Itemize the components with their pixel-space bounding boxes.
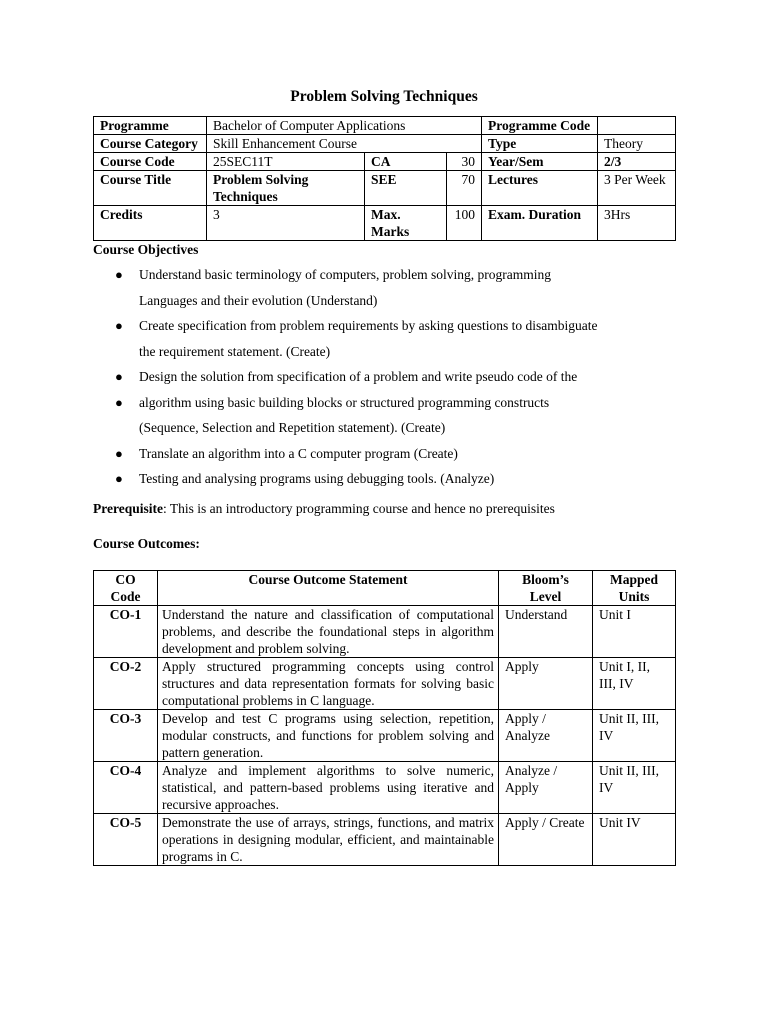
objective-text: Testing and analysing programs using debugging tools. (Analyze) — [139, 471, 495, 486]
objective-text: (Sequence, Selection and Repetition statement). (Create) — [139, 420, 446, 435]
bullet-icon: ● — [115, 369, 123, 384]
exam-duration-label: Exam. Duration — [482, 206, 598, 241]
bullet-icon: ● — [115, 471, 123, 486]
bullet-icon: ● — [115, 445, 123, 461]
objective-item — [93, 441, 675, 467]
objective-item — [93, 390, 675, 416]
co-statement: Demonstrate the use of arrays, strings, functions, and matrix operations in designing modular, efficient, and maintainable programs in C. — [158, 813, 499, 865]
table-row — [94, 709, 676, 761]
co-mapped-units: Unit I — [593, 605, 676, 657]
objective-item — [93, 364, 675, 390]
table-row — [94, 605, 676, 657]
prerequisite-label: Prerequisite — [93, 500, 163, 516]
ca-label: CA — [365, 153, 447, 171]
exam-duration-value: 3Hrs — [598, 206, 676, 241]
table-row — [94, 657, 676, 709]
document-page — [93, 88, 675, 866]
objective-text: algorithm using basic building blocks or structured programming constructs — [139, 394, 550, 410]
see-label: SEE — [365, 171, 447, 206]
info-row-category — [94, 135, 676, 153]
co-blooms-level: Apply / Analyze — [499, 709, 593, 761]
programme-code-value — [598, 117, 676, 135]
co-code: CO-1 — [94, 605, 158, 657]
objective-text: Translate an algorithm into a C computer program (Create) — [139, 445, 458, 461]
co-statement: Understand the nature and classification of computational problems, and describe the foundational steps in algorithm development and problem solving. — [158, 605, 499, 657]
programme-value: Bachelor of Computer Applications — [207, 117, 482, 135]
co-code: CO-3 — [94, 709, 158, 761]
programme-label: Programme — [94, 117, 207, 135]
info-row-title — [94, 171, 676, 206]
objective-text: Languages and their evolution (Understand) — [139, 292, 378, 308]
credits-value: 3 — [207, 206, 365, 241]
bullet-icon: ● — [115, 394, 123, 410]
lectures-value: 3 Per Week — [598, 171, 676, 206]
objective-text: Create specification from problem requirements by asking questions to disambiguate — [139, 318, 598, 333]
course-title-label: Course Title — [94, 171, 207, 206]
co-statement: Analyze and implement algorithms to solve numeric, statistical, and pattern-based problems using iterative and recursive approaches. — [158, 761, 499, 813]
course-outcomes-table — [93, 570, 676, 866]
lectures-label: Lectures — [482, 171, 598, 206]
bullet-icon: ● — [115, 267, 123, 282]
objective-item — [93, 262, 675, 288]
table-row — [94, 761, 676, 813]
table-row — [94, 813, 676, 865]
max-marks-value: 100 — [447, 206, 482, 241]
co-code: CO-5 — [94, 813, 158, 865]
co-code: CO-4 — [94, 761, 158, 813]
info-row-programme — [94, 117, 676, 135]
max-marks-label: Max. Marks — [365, 206, 447, 241]
course-objectives-list — [93, 262, 675, 492]
co-mapped-units: Unit I, II, III, IV — [593, 657, 676, 709]
document-title: Problem Solving Techniques — [290, 88, 478, 105]
objective-text: the requirement statement. (Create) — [139, 343, 331, 359]
course-code-value: 25SEC11T — [207, 153, 365, 171]
see-value: 70 — [447, 171, 482, 206]
credits-label: Credits — [94, 206, 207, 241]
outcomes-header-row — [94, 570, 676, 605]
co-code: CO-2 — [94, 657, 158, 709]
type-label: Type — [482, 135, 598, 153]
year-sem-value: 2/3 — [598, 153, 676, 171]
co-mapped-units: Unit IV — [593, 813, 676, 865]
header-mapped-units: Mapped Units — [593, 570, 676, 605]
objective-text: Understand basic terminology of computers, problem solving, programming — [139, 267, 552, 282]
co-statement: Develop and test C programs using selection, repetition, modular constructs, and functions for problem solving and pattern generation. — [158, 709, 499, 761]
objective-item — [93, 339, 675, 365]
course-category-value: Skill Enhancement Course — [207, 135, 482, 153]
co-mapped-units: Unit II, III, IV — [593, 709, 676, 761]
co-blooms-level: Apply — [499, 657, 593, 709]
objective-item — [93, 415, 675, 441]
course-info-table — [93, 116, 676, 241]
course-outcomes-heading: Course Outcomes: — [93, 535, 200, 551]
header-blooms-level: Bloom’s Level — [499, 570, 593, 605]
objective-item — [93, 313, 675, 339]
objective-text: Design the solution from specification of a problem and write pseudo code of the — [139, 369, 578, 384]
co-blooms-level: Analyze / Apply — [499, 761, 593, 813]
ca-value: 30 — [447, 153, 482, 171]
objective-item — [93, 466, 675, 492]
programme-code-label: Programme Code — [482, 117, 598, 135]
prerequisite-text: : This is an introductory programming course and hence no prerequisites — [163, 500, 555, 516]
co-blooms-level: Understand — [499, 605, 593, 657]
course-objectives-heading: Course Objectives — [93, 242, 199, 257]
info-row-credits — [94, 206, 676, 241]
info-row-code — [94, 153, 676, 171]
course-category-label: Course Category — [94, 135, 207, 153]
type-value: Theory — [598, 135, 676, 153]
co-blooms-level: Apply / Create — [499, 813, 593, 865]
header-co-code: CO Code — [94, 570, 158, 605]
course-code-label: Course Code — [94, 153, 207, 171]
co-statement: Apply structured programming concepts using control structures and data representation formats for solving basic computational problems in C language. — [158, 657, 499, 709]
year-sem-label: Year/Sem — [482, 153, 598, 171]
prerequisite — [93, 500, 675, 517]
co-mapped-units: Unit II, III, IV — [593, 761, 676, 813]
objective-item — [93, 288, 675, 314]
bullet-icon: ● — [115, 318, 123, 333]
course-title-value: Problem Solving Techniques — [207, 171, 365, 206]
header-statement: Course Outcome Statement — [158, 570, 499, 605]
